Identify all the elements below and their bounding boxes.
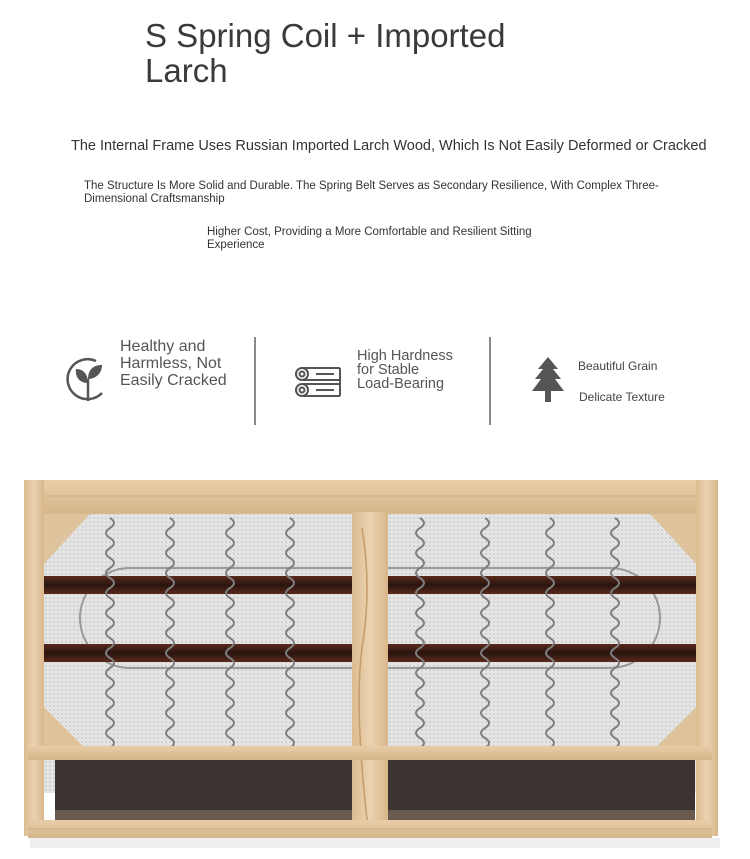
feature-texture-label: Delicate Texture	[579, 390, 665, 404]
feature-grain-label: Beautiful Grain	[578, 359, 658, 373]
subtitle: The Internal Frame Uses Russian Imported Larch Wood, Which Is Not Easily Deformed or Cracked	[71, 138, 707, 154]
description-cost: Higher Cost, Providing a More Comfortable and Resilient Sitting Experience	[207, 226, 532, 251]
divider	[254, 337, 256, 425]
logs-icon	[294, 365, 344, 406]
description-structure: The Structure Is More Solid and Durable. The Spring Belt Serves as Secondary Resilience, With Complex Three-Dimensional Craftsmanship	[84, 180, 659, 205]
feature-hardness	[290, 333, 490, 433]
feature-healthy-label: Healthy and Harmless, Not Easily Cracked	[120, 338, 227, 389]
feature-hardness-label: High Hardness for Stable Load-Bearing	[357, 348, 453, 392]
feature-healthy	[60, 333, 250, 433]
feature-grain	[525, 333, 745, 433]
sprout-icon	[66, 353, 110, 410]
features-row	[60, 333, 750, 433]
page-title: S Spring Coil + Imported Larch	[145, 17, 506, 89]
divider	[489, 337, 491, 425]
pine-tree-icon	[531, 357, 565, 408]
sofa-frame-image	[0, 448, 750, 854]
